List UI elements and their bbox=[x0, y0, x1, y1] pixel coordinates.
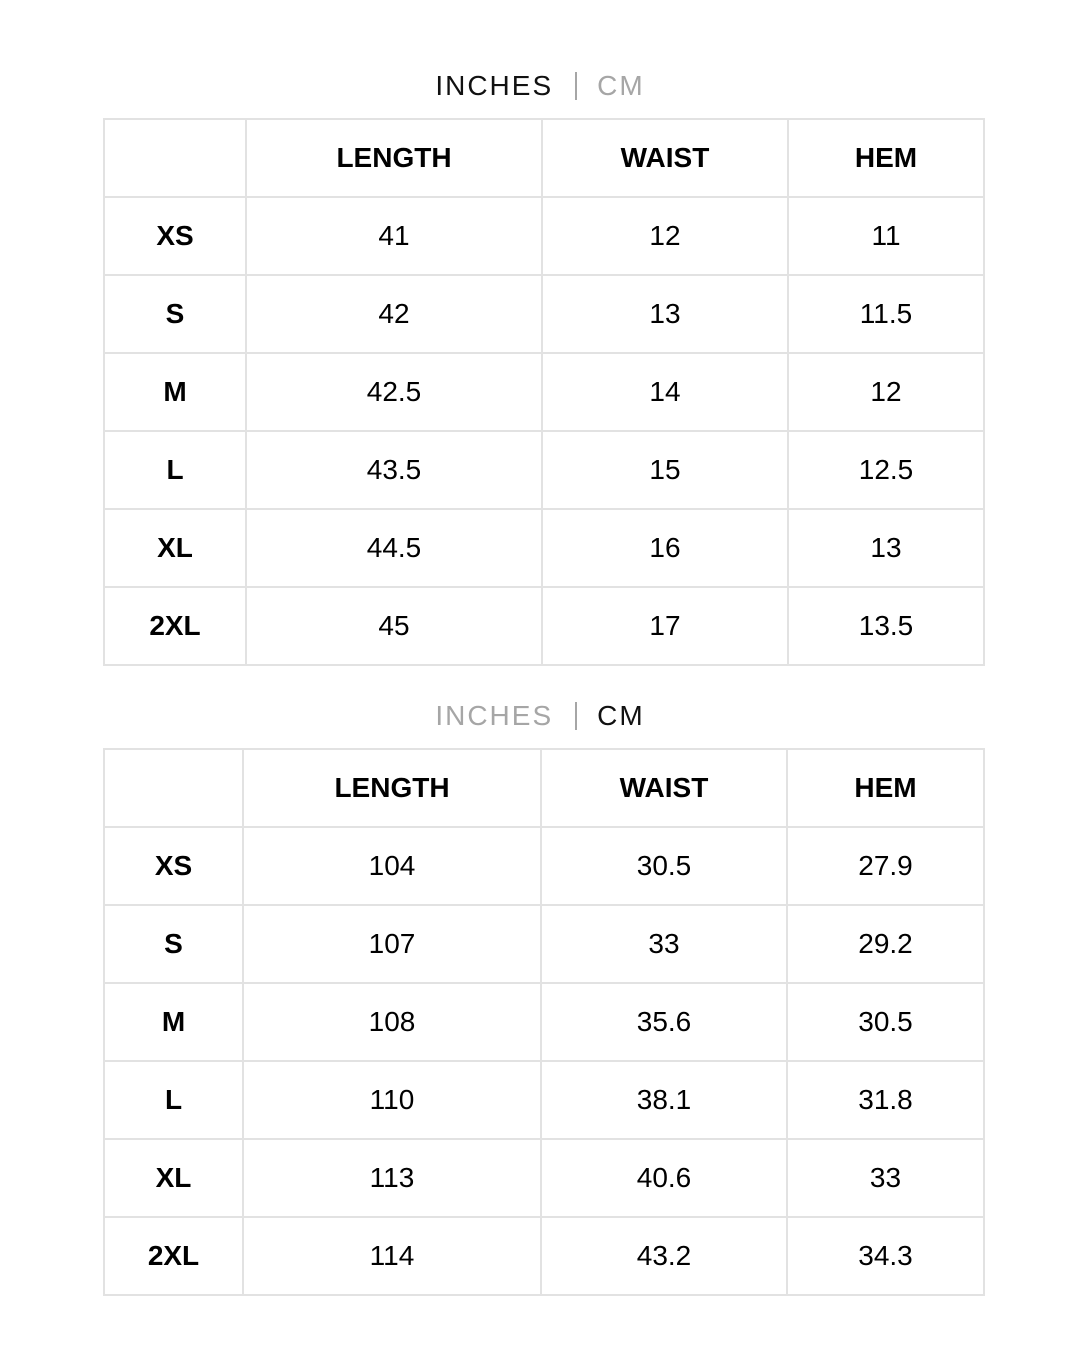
length-value: 110 bbox=[243, 1061, 541, 1139]
table-row bbox=[104, 431, 984, 509]
length-value: 104 bbox=[243, 827, 541, 905]
hem-value: 33 bbox=[787, 1139, 984, 1217]
waist-value: 38.1 bbox=[541, 1061, 787, 1139]
waist-value: 30.5 bbox=[541, 827, 787, 905]
hem-value: 34.3 bbox=[787, 1217, 984, 1295]
hem-value: 11 bbox=[788, 197, 984, 275]
table-header-row bbox=[104, 119, 984, 197]
size-label: 2XL bbox=[104, 1217, 243, 1295]
toggle-separator bbox=[575, 702, 577, 730]
toggle-inches-option[interactable]: INCHES bbox=[435, 700, 554, 731]
table-row bbox=[104, 353, 984, 431]
waist-value: 13 bbox=[542, 275, 788, 353]
size-label: L bbox=[104, 431, 246, 509]
header-hem: HEM bbox=[788, 119, 984, 197]
length-value: 42 bbox=[246, 275, 542, 353]
hem-value: 13 bbox=[788, 509, 984, 587]
hem-value: 12.5 bbox=[788, 431, 984, 509]
length-value: 43.5 bbox=[246, 431, 542, 509]
size-label: M bbox=[104, 983, 243, 1061]
waist-value: 35.6 bbox=[541, 983, 787, 1061]
size-label: S bbox=[104, 275, 246, 353]
hem-value: 29.2 bbox=[787, 905, 984, 983]
waist-value: 40.6 bbox=[541, 1139, 787, 1217]
toggle-cm-option[interactable]: CM bbox=[597, 700, 645, 731]
length-value: 114 bbox=[243, 1217, 541, 1295]
hem-value: 12 bbox=[788, 353, 984, 431]
size-label: XS bbox=[104, 827, 243, 905]
table-row bbox=[104, 827, 984, 905]
length-value: 42.5 bbox=[246, 353, 542, 431]
size-label: M bbox=[104, 353, 246, 431]
hem-value: 11.5 bbox=[788, 275, 984, 353]
unit-toggle-inches-table bbox=[0, 70, 1080, 102]
size-label: XL bbox=[104, 509, 246, 587]
waist-value: 43.2 bbox=[541, 1217, 787, 1295]
waist-value: 33 bbox=[541, 905, 787, 983]
size-label: XL bbox=[104, 1139, 243, 1217]
header-waist: WAIST bbox=[541, 749, 787, 827]
unit-toggle-cm-table bbox=[0, 700, 1080, 732]
waist-value: 15 bbox=[542, 431, 788, 509]
hem-value: 13.5 bbox=[788, 587, 984, 665]
table-header-row bbox=[104, 749, 984, 827]
length-value: 107 bbox=[243, 905, 541, 983]
header-corner-cell bbox=[104, 119, 246, 197]
toggle-separator bbox=[575, 72, 577, 100]
header-waist: WAIST bbox=[542, 119, 788, 197]
toggle-cm-option[interactable]: CM bbox=[597, 70, 645, 101]
table-row bbox=[104, 1061, 984, 1139]
length-value: 44.5 bbox=[246, 509, 542, 587]
table-row bbox=[104, 275, 984, 353]
table-row bbox=[104, 587, 984, 665]
length-value: 113 bbox=[243, 1139, 541, 1217]
table-row bbox=[104, 1139, 984, 1217]
waist-value: 17 bbox=[542, 587, 788, 665]
table-row bbox=[104, 1217, 984, 1295]
hem-value: 31.8 bbox=[787, 1061, 984, 1139]
table-row bbox=[104, 509, 984, 587]
size-label: L bbox=[104, 1061, 243, 1139]
size-table-inches bbox=[103, 118, 985, 666]
size-label: XS bbox=[104, 197, 246, 275]
header-hem: HEM bbox=[787, 749, 984, 827]
hem-value: 27.9 bbox=[787, 827, 984, 905]
size-label: S bbox=[104, 905, 243, 983]
table-row bbox=[104, 197, 984, 275]
hem-value: 30.5 bbox=[787, 983, 984, 1061]
length-value: 41 bbox=[246, 197, 542, 275]
header-length: LENGTH bbox=[246, 119, 542, 197]
table-row bbox=[104, 983, 984, 1061]
waist-value: 16 bbox=[542, 509, 788, 587]
size-table-cm bbox=[103, 748, 985, 1296]
length-value: 45 bbox=[246, 587, 542, 665]
table-row bbox=[104, 905, 984, 983]
length-value: 108 bbox=[243, 983, 541, 1061]
header-corner-cell bbox=[104, 749, 243, 827]
waist-value: 14 bbox=[542, 353, 788, 431]
header-length: LENGTH bbox=[243, 749, 541, 827]
toggle-inches-option[interactable]: INCHES bbox=[435, 70, 554, 101]
size-label: 2XL bbox=[104, 587, 246, 665]
waist-value: 12 bbox=[542, 197, 788, 275]
